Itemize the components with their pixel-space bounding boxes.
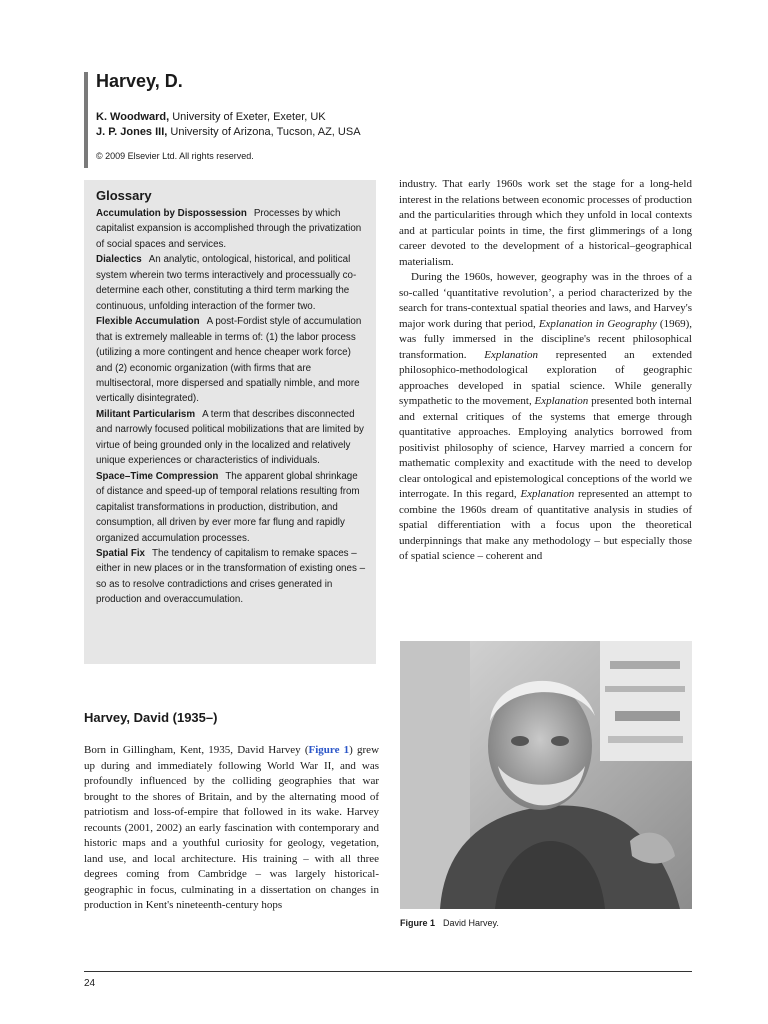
glossary-entry	[96, 546, 366, 608]
right-column-text	[399, 177, 692, 565]
book-title: Explanation in Geography	[538, 317, 657, 330]
figure-label: Figure 1	[400, 918, 436, 928]
body-paragraph-2	[399, 270, 692, 565]
footer-divider	[84, 971, 692, 972]
glossary-term: Dialectics	[96, 254, 142, 266]
glossary-definition: The apparent global shrinkage of distance and speed-up of temporal relations resulting from capitalist transformations in production, distribution, and consumption, all driven by ever more far flung and rapidly organized accumulation processes.	[96, 470, 360, 544]
glossary-entry	[96, 206, 366, 252]
bio-paragraph	[84, 743, 379, 914]
glossary-box	[84, 180, 376, 664]
text-run: (1969), was fully immersed in the discipline's recent philosophical transformation.	[399, 317, 692, 361]
glossary-entry	[96, 469, 366, 546]
glossary-definition: Processes by which capitalist expansion is accomplished through the privatization of social spaces and services.	[96, 208, 362, 250]
author-affiliation: University of Arizona, Tucson, AZ, USA	[167, 126, 361, 138]
author-line-2	[96, 125, 704, 140]
text-run: represented an extended philosophico-methodological exploration of geographic approaches developed in spatial science. While generally sympathetic to the movement,	[399, 348, 693, 407]
author-name: J. P. Jones III,	[96, 126, 168, 138]
glossary-term: Flexible Accumulation	[96, 316, 200, 328]
author-line-1	[96, 110, 704, 125]
bio-text-start: Born in Gillingham, Kent, 1935, David Harvey (	[84, 744, 309, 756]
portrait-image	[400, 641, 692, 909]
text-run: represented an attempt to combine the 1960s dream of quantitative analysis in studies of spatial differentiation with a focus upon the theoretical underpinnings that make any methodology – but especially those of spatial science – coherent and	[399, 488, 692, 562]
bio-text-rest: ) grew up during and immediately following World War II, and was profoundly influenced by the colliding geographies that war brought to the shores of Britain, and by the alternating mood of patriotism and loss-of-empire that followed in its wake. Harvey recounts (2001, 2002) an early fascination with contemporary and historic maps and a youthful curiosity for geology, vegetation, land use, and local architecture. His training – with all three degrees coming from Cambridge – was largely historical-geographic in focus, culminating in a dissertation on changes in production in Kent's nineteenth-century hops	[84, 744, 380, 911]
page-number: 24	[84, 978, 96, 989]
book-title: Explanation	[534, 395, 589, 407]
text-run: During the 1960s, however, geography was in the throes of a so-called ‘quantitative revolution’, a period characterized by the search for trans-contextual spatial theories and laws, and Harvey's major work during that period,	[399, 271, 692, 330]
glossary-entry	[96, 314, 366, 407]
glossary-term: Spatial Fix	[96, 547, 145, 559]
glossary-entry	[96, 252, 366, 314]
glossary-definition: A term that describes disconnected and narrowly focused political mobilizations that are limited by virtue of being grounded only in the localized and relatively unique experiences or characteristics of individuals.	[96, 408, 364, 467]
figure-caption	[400, 917, 499, 929]
text-run: presented both internal and external critiques of the systems that emerge through quantitative approaches. Employing analytics borrowed from positivist philosophy of science, Harvey married a concern for mathematic complexity and exactitude with the need to develop clear ontological and epistemological conceptions of the world we interrogate. In this regard,	[399, 395, 692, 500]
glossary-definition: A post-Fordist style of accumulation that is extremely malleable in terms of: (1) the labor process (utilizing a more contingent and hence cheaper work force) and (2) economic organization (with firms that are multisectoral, more dispersed and spatially nimble, and more vertically disintegrated).	[96, 316, 362, 405]
glossary-term: Militant Particularism	[96, 408, 196, 420]
body-paragraph-1: industry. That early 1960s work set the stage for a long-held interest in the relations between economic processes of production and the particularities through which they unfold in local contexts and at particular points in time, the first glimmerings of a long career devoted to the development of a historical–geographical materialism.	[399, 178, 692, 268]
glossary-definition: The tendency of capitalism to remake spaces – either in new places or in the transformation of existing ones – so as to resolve contradictions and crises generated in production and overaccumulation.	[96, 547, 366, 606]
glossary-entry	[96, 407, 366, 469]
glossary-heading: Glossary	[96, 188, 152, 203]
copyright-notice: © 2009 Elsevier Ltd. All rights reserved.	[96, 151, 254, 161]
book-title: Explanation	[484, 348, 539, 361]
book-title: Explanation	[520, 488, 575, 500]
article-title: Harvey, D.	[96, 71, 183, 91]
header-accent-bar	[84, 72, 88, 168]
glossary-term: Accumulation by Dispossession	[96, 208, 247, 219]
figure-1-link[interactable]: Figure 1	[308, 744, 350, 756]
section-heading: Harvey, David (1935–)	[84, 710, 218, 725]
portrait-photo	[400, 641, 692, 909]
glossary-term: Space–Time Compression	[96, 470, 219, 482]
author-name: K. Woodward,	[96, 111, 170, 123]
article-header	[84, 70, 704, 162]
glossary-definition: An analytic, ontological, historical, and political system wherein two terms interactively and processually co-determine each other, constituting a third term marking the continuous, unfolding interaction of the former two.	[96, 254, 357, 312]
author-affiliation: University of Exeter, Exeter, UK	[169, 111, 326, 123]
caption-text: David Harvey.	[443, 918, 499, 928]
